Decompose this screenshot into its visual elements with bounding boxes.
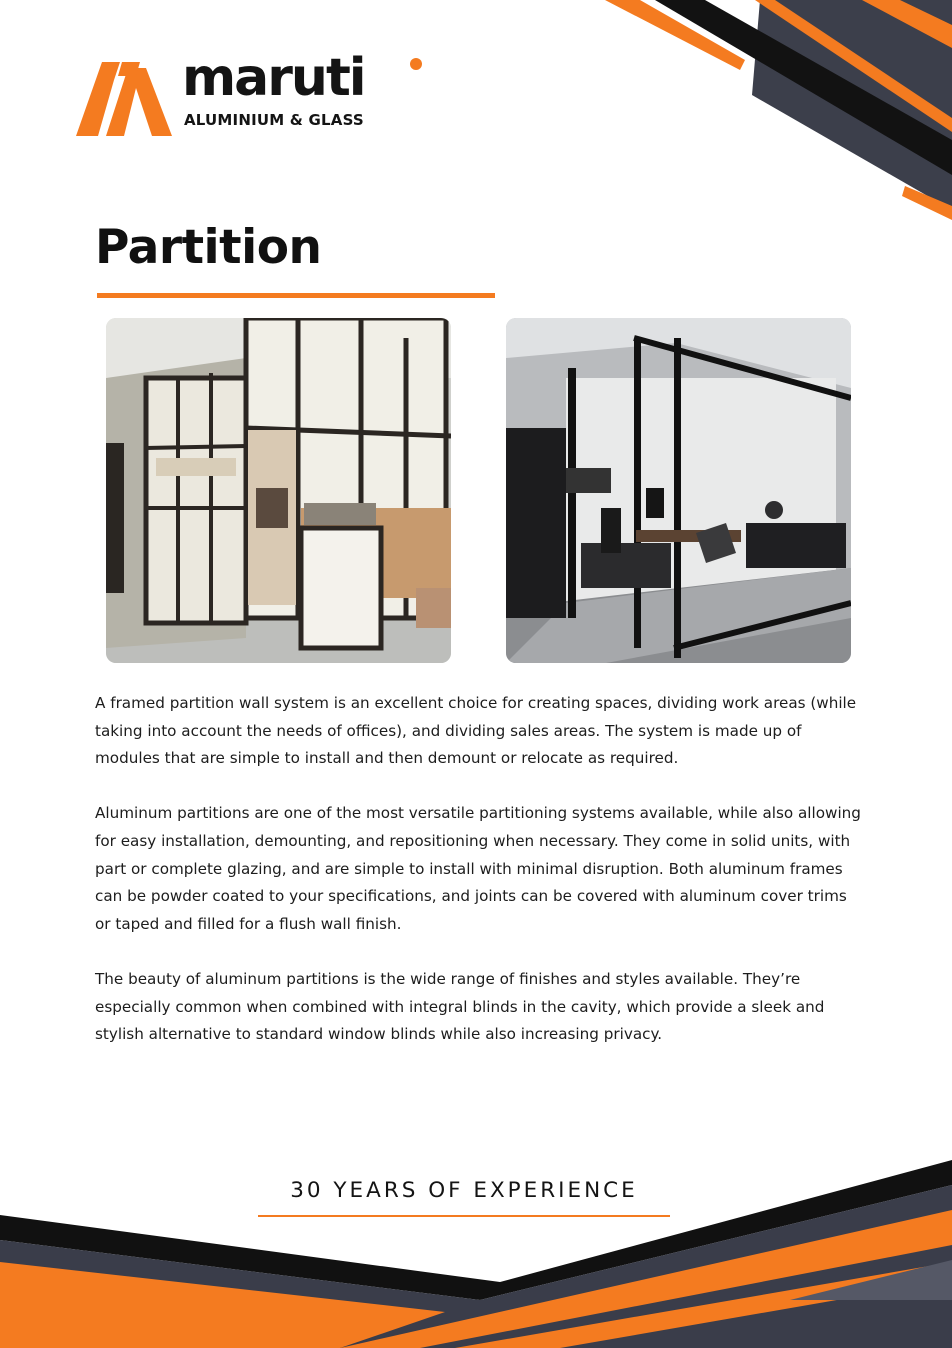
maruti-m-logo-icon <box>76 62 176 136</box>
framed-partition-office-photo-icon <box>106 318 451 663</box>
brand-tagline: ALUMINIUM & GLASS <box>184 111 364 129</box>
framed-partition-photo <box>106 318 451 663</box>
footer-tagline: 30 YEARS OF EXPERIENCE <box>290 1178 638 1203</box>
paragraph-intro: A framed partition wall system is an excellent choice for creating spaces, dividing work areas (while taking into account the needs of offices), and dividing sales areas. The system is made up of modules that are simple to install and then demount or relocate as required. <box>95 694 857 768</box>
brand-name: maruti <box>182 48 365 108</box>
glass-partition-photo <box>506 318 851 663</box>
page-title: Partition <box>95 220 322 275</box>
glass-partition-office-photo-icon <box>506 318 851 663</box>
footer-underline <box>258 1215 670 1217</box>
paragraph-finishes: The beauty of aluminum partitions is the wide range of finishes and styles available. They’re especially common when combined with integral blinds in the cavity, which provide a sleek and stylish alternative to standard window blinds while also increasing privacy. <box>95 969 825 1044</box>
brand-logo <box>76 48 436 138</box>
title-underline <box>97 293 495 298</box>
body-copy <box>95 690 865 1076</box>
brand-name-dot-accent <box>410 58 422 70</box>
paragraph-versatility: Aluminum partitions are one of the most versatile partitioning systems available, while also allowing for easy installation, demounting, and repositioning when necessary. They come in solid units, with part or complete glazing, and are simple to install with minimal disruption. Both aluminum frames can be powder coated to your specifications, and joints can be covered with aluminum cover trims or taped and filled for a flush wall finish. <box>95 804 861 933</box>
